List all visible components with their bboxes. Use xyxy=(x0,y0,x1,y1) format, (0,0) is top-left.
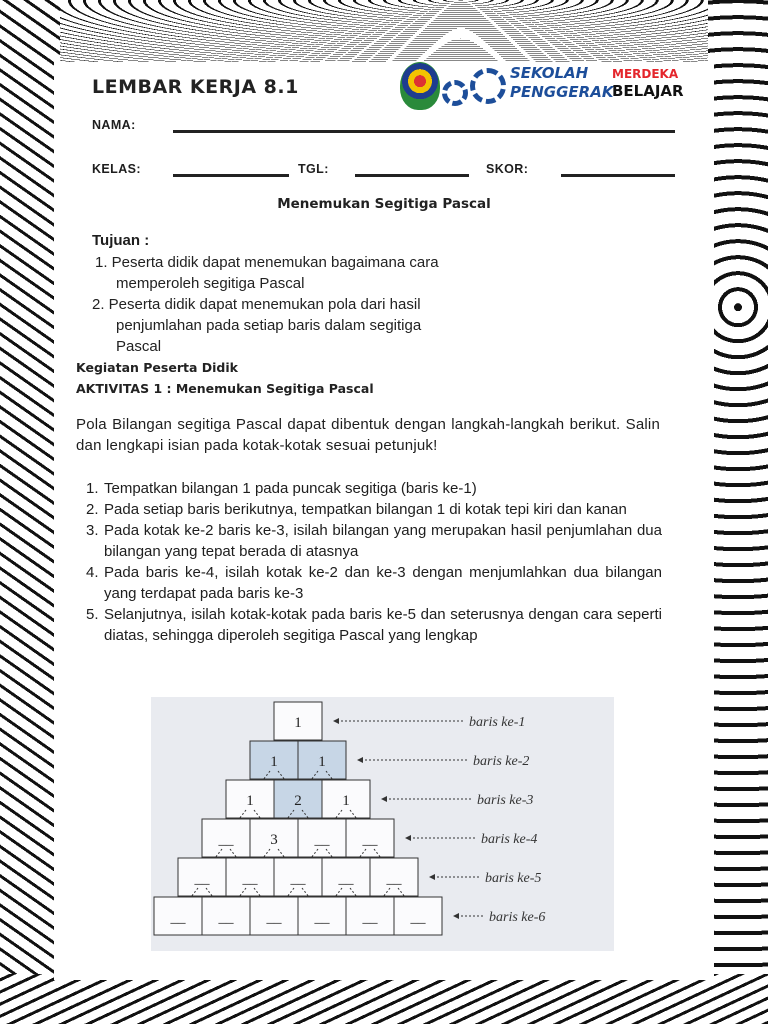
steps-list xyxy=(86,478,662,646)
list-item: 5. Selanjutnya, isilah kotak-kotak pada baris ke-5 dan seterusnya dengan cara seperti diatas, sehingga diperoleh segitiga Pascal yang lengkap xyxy=(86,606,662,644)
goal-2-line-1: 2. Peserta didik dapat menemukan pola dari hasil xyxy=(92,296,421,313)
section-heading: Menemukan Segitiga Pascal xyxy=(277,196,491,212)
kelas-label: KELAS: xyxy=(92,162,141,176)
goal-1-line-1: 1. Peserta didik dapat menemukan bagaimana cara xyxy=(95,254,439,271)
kelas-field[interactable] xyxy=(173,174,289,177)
triangle-cell-value: 1 xyxy=(342,793,350,809)
gear-icon xyxy=(442,80,468,106)
triangle-cell-value: 1 xyxy=(270,754,278,770)
doodle-border-right xyxy=(708,0,768,1024)
nama-field[interactable] xyxy=(173,130,675,133)
row-label: baris ke-6 xyxy=(489,910,546,925)
triangle-cell-value: 3 xyxy=(270,832,278,848)
row-label: baris ke-3 xyxy=(477,793,534,808)
logo-line-penggerak: PENGGERAK xyxy=(510,83,614,101)
triangle-cell-value: __ xyxy=(410,910,426,926)
kegiatan-heading: Kegiatan Peserta Didik xyxy=(76,360,238,375)
row-label: baris ke-5 xyxy=(485,871,542,886)
goal-2-line-2: penjumlahan pada setiap baris dalam segitiga xyxy=(116,317,422,334)
sekolah-penggerak-logo xyxy=(398,62,684,114)
list-item: 4. Pada baris ke-4, isilah kotak ke-2 dan ke-3 dengan menjumlahkan dua bilangan yang terdapat pada baris ke-3 xyxy=(86,564,662,602)
triangle-cell-value: 1 xyxy=(318,754,326,770)
list-item: 1. Tempatkan bilangan 1 pada puncak segitiga (baris ke-1) xyxy=(86,480,477,497)
triangle-cell-value: 2 xyxy=(294,793,302,809)
triangle-cell-value: __ xyxy=(362,832,378,848)
goal-2-line-3: Pascal xyxy=(116,338,162,355)
triangle-cell-value: __ xyxy=(338,871,354,887)
logo-text xyxy=(510,64,613,102)
tgl-label: TGL: xyxy=(298,162,329,176)
list-item: 2. Pada setiap baris berikutnya, tempatkan bilangan 1 di kotak tepi kiri dan kanan xyxy=(86,501,627,518)
logo-line-sekolah: SEKOLAH xyxy=(510,64,589,82)
triangle-cell-value: __ xyxy=(218,910,234,926)
triangle-cell-value: __ xyxy=(266,910,282,926)
goal-1-line-2: memperoleh segitiga Pascal xyxy=(116,275,305,292)
merdeka-belajar-logo xyxy=(612,66,684,100)
triangle-cell-value: __ xyxy=(314,832,330,848)
aktivitas-heading: AKTIVITAS 1 : Menemukan Segitiga Pascal xyxy=(76,381,374,396)
triangle-cell-value: 1 xyxy=(246,793,254,809)
pascal-triangle-svg xyxy=(151,697,614,951)
tgl-field[interactable] xyxy=(355,174,469,177)
triangle-cell-value: __ xyxy=(218,832,234,848)
logo-merdeka: MERDEKA xyxy=(612,67,679,81)
row-label: baris ke-4 xyxy=(481,832,538,847)
pascal-triangle-figure xyxy=(151,697,614,951)
list-item: 3. Pada kotak ke-2 baris ke-3, isilah bilangan yang merupakan hasil penjumlahan dua bilangan yang tepat berada di atasnya xyxy=(86,522,662,560)
triangle-cell-value: __ xyxy=(362,910,378,926)
doodle-border-left xyxy=(0,0,60,1024)
gear-icon xyxy=(470,68,506,104)
logo-belajar: BELAJAR xyxy=(612,82,684,100)
school-emblem-icon xyxy=(400,62,440,110)
nama-label: NAMA: xyxy=(92,118,136,132)
triangle-cell-value: __ xyxy=(194,871,210,887)
tujuan-label: Tujuan : xyxy=(92,232,150,249)
worksheet-title: LEMBAR KERJA 8.1 xyxy=(92,76,299,98)
row-label: baris ke-2 xyxy=(473,754,530,769)
triangle-cell-value: __ xyxy=(242,871,258,887)
triangle-cell-value: __ xyxy=(290,871,306,887)
triangle-cell-value: __ xyxy=(170,910,186,926)
triangle-cell-value: 1 xyxy=(294,715,302,731)
skor-label: SKOR: xyxy=(486,162,529,176)
triangle-cell-value: __ xyxy=(386,871,402,887)
doodle-border-bottom xyxy=(0,974,768,1024)
skor-field[interactable] xyxy=(561,174,675,177)
intro-paragraph: Pola Bilangan segitiga Pascal dapat dibentuk dengan langkah-langkah berikut. Salin dan lengkapi isian pada kotak-kotak sesuai petunjuk! xyxy=(76,416,660,454)
doodle-border-top xyxy=(0,0,768,62)
triangle-cell-value: __ xyxy=(314,910,330,926)
row-label: baris ke-1 xyxy=(469,715,526,730)
